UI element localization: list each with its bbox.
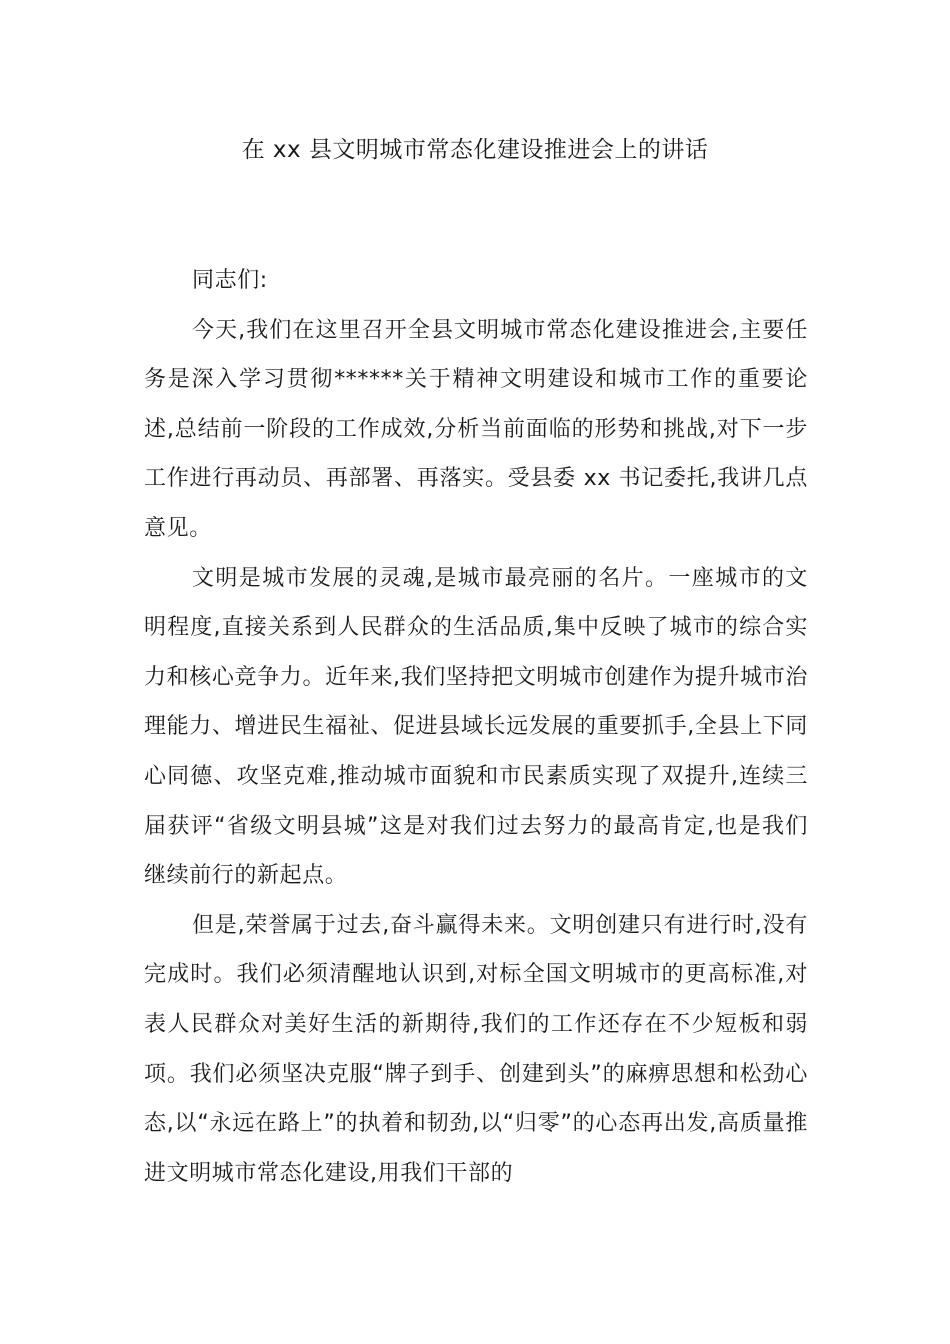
salutation: 同志们:	[192, 268, 268, 293]
paragraph-1: 今天,我们在这里召开全县文明城市常态化建设推进会,主要任务是深入学习贯彻******关于精神文明建设和城市工作的重要论述,总结前一阶段的工作成效,分析当前面临的形势和挑战,对下一步工作进行再动员、再部署、再落实。受县委 xx 书记委托,我讲几点意见。	[144, 317, 808, 541]
document-title: 在 xx 县文明城市常态化建设推进会上的讲话	[241, 137, 709, 163]
document-body	[144, 256, 808, 1198]
paragraph-3: 但是,荣誉属于过去,奋斗赢得未来。文明创建只有进行时,没有完成时。我们必须清醒地认识到,对标全国文明城市的更高标准,对表人民群众对美好生活的新期待,我们的工作还存在不少短板和弱项。我们必须坚决克服“牌子到手、创建到头”的麻痹思想和松劲心态,以“永远在路上”的执着和韧劲,以“归零”的心态再出发,高质量推进文明城市常态化建设,用我们干部的	[144, 912, 808, 1186]
paragraph-2: 文明是城市发展的灵魂,是城市最亮丽的名片。一座城市的文明程度,直接关系到人民群众的生活品质,集中反映了城市的综合实力和核心竞争力。近年来,我们坚持把文明城市创建作为提升城市治理能力、增进民生福祉、促进县域长远发展的重要抓手,全县上下同心同德、攻坚克难,推动城市面貌和市民素质实现了双提升,连续三届获评“省级文明县城”这是对我们过去努力的最高肯定,也是我们继续前行的新起点。	[144, 565, 808, 889]
